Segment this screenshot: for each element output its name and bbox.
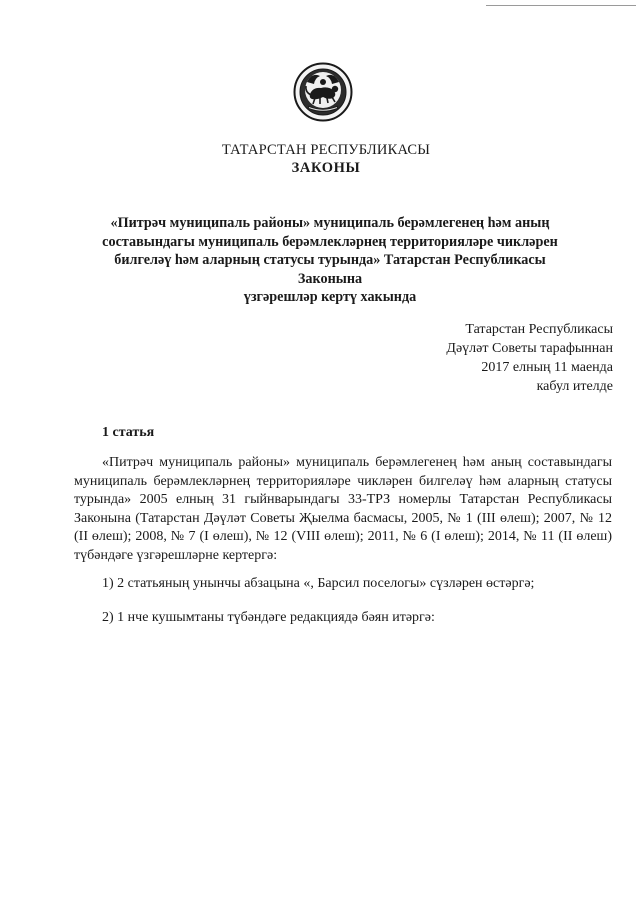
document-type: ЗАКОНЫ bbox=[291, 160, 361, 176]
law-title-line: составындагы муниципаль берәмлекләрнең территорияләре чикләрен bbox=[102, 233, 558, 250]
republic-name: ТАТАРСТАН РЕСПУБЛИКАСЫ bbox=[221, 142, 431, 158]
adoption-note bbox=[380, 320, 613, 396]
adoption-line: Дәүләт Советы тарафыннан bbox=[446, 341, 613, 356]
adoption-line: Татарстан Республикасы bbox=[465, 322, 613, 337]
law-title-line: үзгәрешләр кертү хакында bbox=[243, 289, 417, 305]
article-paragraph: «Питрәч муниципаль районы» муниципаль берәмлегенең һәм аның составындагы муниципаль берәмлекләрнең территорияләре чикләрен билгеләү һәм аларның статусы турында» 2005 елның 31 гыйнварындагы 33-ТРЗ номерлы Татарстан Республикасы Законына (Татарстан Дәүләт Советы Җыелма басмасы, 2005, № 1 (III өлеш); 2007, № 12 (II өлеш); 2008, № 7 (I өлеш), № 12 (VIII өлеш); 2011, № 6 (I өлеш); 2014, № 11 (II өлеш) түбәндәге үзгәрешләрне кертергә: bbox=[74, 455, 612, 563]
adoption-date: 2017 елның 11 маенда bbox=[481, 360, 613, 375]
law-title bbox=[96, 214, 564, 307]
article-item-2: 2) 1 нче кушымтаны түбәндәге редакциядә бәян итәргә: bbox=[102, 610, 435, 625]
article-heading: 1 статья bbox=[102, 425, 155, 440]
article-item-1: 1) 2 статьяның унынчы абзацына «, Барсил поселогы» сүзләрен өстәргә; bbox=[102, 576, 535, 591]
law-title-line: билгеләү һәм аларның статусы турында» Татарстан Республикасы Законына bbox=[114, 252, 546, 287]
tatarstan-coat-of-arms-icon bbox=[293, 62, 353, 122]
top-edge-rule bbox=[486, 5, 636, 6]
law-title-line: «Питрәч муниципаль районы» муниципаль берәмлегенең һәм аның bbox=[110, 215, 550, 231]
adoption-line: кабул ителде bbox=[536, 379, 613, 394]
document-header bbox=[0, 141, 640, 177]
